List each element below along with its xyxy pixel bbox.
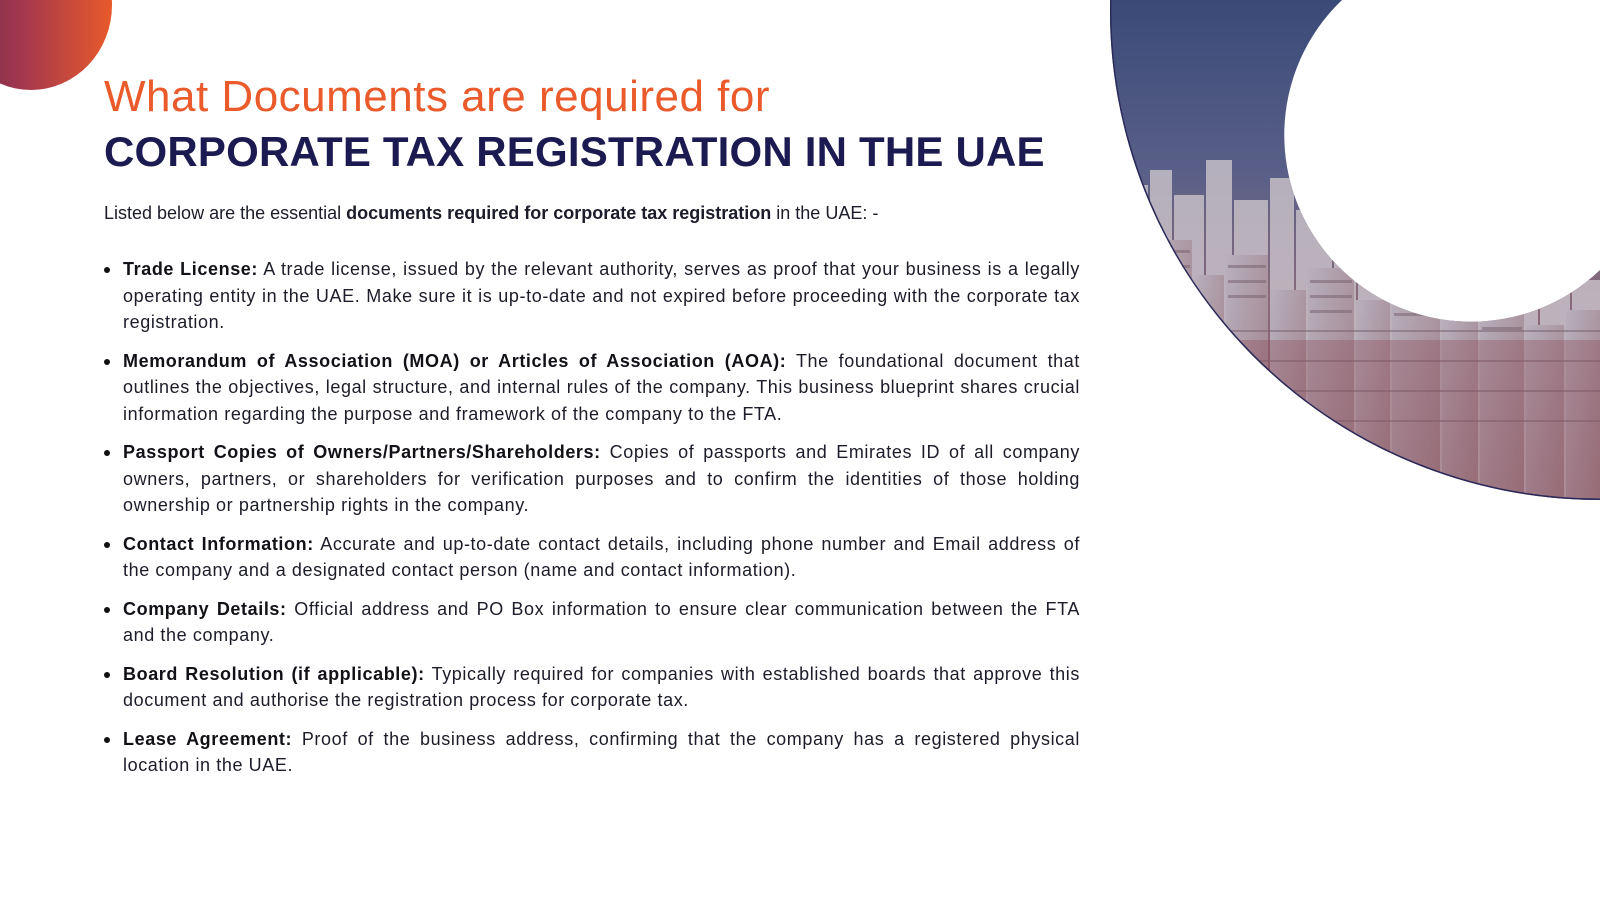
document-description: A trade license, issued by the relevant authority, serves as proof that your business is a legally operating entity in the UAE. Make sure it is up-to-date and not expired before proceeding with the corporate tax registration. [123,259,1080,332]
document-description: Proof of the business address, confirming that the company has a registered physical location in the UAE. [123,728,1080,775]
intro-highlight: documents required for corporate tax registration [346,203,772,223]
document-description: Official address and PO Box information to ensure clear communication between the FTA and the company. [123,598,1080,645]
document-term: Passport Copies of Owners/Partners/Shareholders: [123,442,601,462]
document-item-board-resolution [104,661,1080,714]
document-term: Trade License: [123,259,259,279]
document-description: Copies of passports and Emirates ID of all company owners, partners, or shareholders for verification purposes and to confirm the identities of those holding ownership or partnership rights in the company. [123,442,1080,515]
page-title-line2: CORPORATE TAX REGISTRATION IN THE UAE [104,128,1045,175]
document-item-passport-copies [104,439,1080,519]
document-description: The foundational document that outlines the objectives, legal structure, and internal rules of the company. This business blueprint shares crucial information regarding the purpose and framework of the company to the FTA. [123,350,1080,424]
document-term: Memorandum of Association (MOA) or Articles of Association (AOA): [123,350,787,371]
documents-list [104,256,1080,791]
document-item-lease-agreement [104,726,1080,779]
document-description: Typically required for companies with established boards that approve this document and authorise the registration process for corporate tax. [123,663,1080,710]
intro-suffix: in the UAE: - [776,203,879,223]
document-term: Company Details: [123,598,287,619]
document-item-contact-information [104,531,1080,584]
document-term: Lease Agreement: [123,728,293,749]
document-term: Board Resolution (if applicable): [123,663,425,684]
city-skyline-image [1110,0,1600,500]
document-item-company-details [104,596,1080,649]
corner-decoration-circle [0,0,112,90]
document-item-trade-license [104,256,1080,336]
document-item-moa-aoa [104,348,1080,428]
document-description: Accurate and up-to-date contact details, including phone number and Email address of the company and a designated contact person (name and contact information). [123,533,1080,580]
intro-paragraph [104,203,878,224]
page-title-line1: What Documents are required for [104,72,771,121]
document-term: Contact Information: [123,533,314,554]
intro-prefix: Listed below are the essential [104,203,342,223]
